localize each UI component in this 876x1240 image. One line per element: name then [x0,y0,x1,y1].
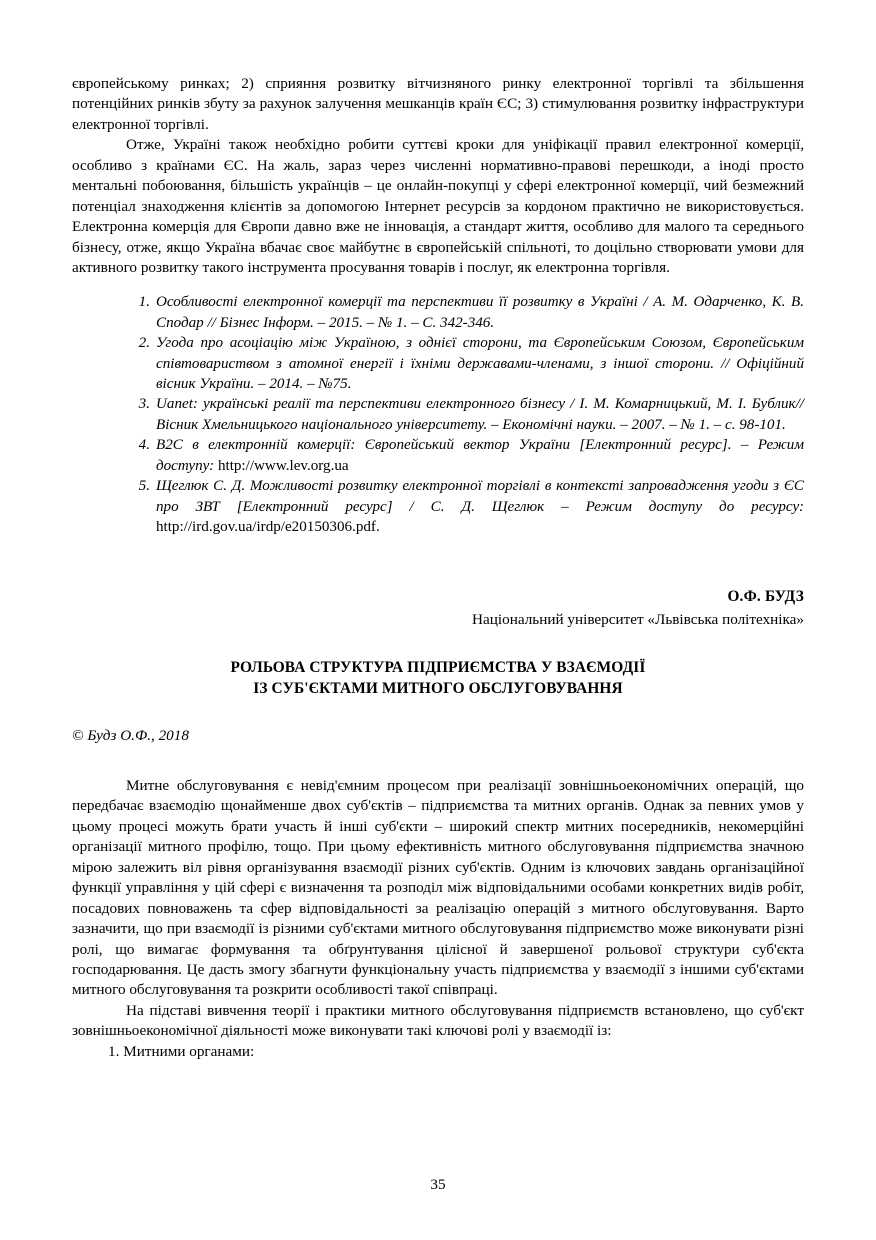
reference-number: 1. [138,294,150,311]
document-body [72,74,804,1062]
list-item [72,476,804,537]
reference-list [72,292,804,537]
article-title-line-2: ІЗ СУБ'ЄКТАМИ МИТНОГО ОБСЛУГОВУВАННЯ [253,679,623,697]
copyright-notice: © Будз О.Ф., 2018 [72,726,189,744]
reference-number: 5. [138,478,150,495]
reference-number: 2. [138,335,150,352]
page-title [72,658,804,700]
page-number: 35 [430,1176,446,1193]
paragraph-unification: Отже, Україні також необхідно робити суттєві кроки для уніфікації правил електронної комерції, особливо з країнами ЄС. На жаль, зараз через численні нормативно-правові перешкоди, а іноді просто ментальні побоювання, більшість українців – це онлайн-покупці у сфері електронної комерції, чий безмежний потенціал знаходження клієнтів за допомогою Інтернет ресурсів за кордоном практично не використовується. Електронна комерція для Європи давно вже не інновація, а стандарт життя, особливо для малого та середнього бізнесу, отже, якщо Україна вбачає своє майбутнє в європейській спільноті, то доцільно створювати умови для активного розвитку такого інструмента просування товарів і послуг, як електронна торгівля. [72,136,804,276]
numbered-item-customs-bodies: 1. Митними органами: [108,1042,255,1060]
author-name: О.Ф. БУДЗ [727,588,804,605]
reference-text: Угода про асоціацію між Україною, з однієї сторони, та Європейським Союзом, Європейським співтовариством з атомної енергії і їхніми державами-членами, з іншої сторони. // Офіційний вісник України. – 2014. – №75. [156,335,804,392]
reference-number: 3. [138,396,150,413]
reference-number: 4. [138,437,150,454]
reference-text: Uanet: українські реалії та перспективи електронного бізнесу / І. М. Комарницький, М. І. Бублик// Вісник Хмельницького національного університету. – Економічні науки. – 2007. – № 1. – с. 98-101. [156,396,804,433]
author-block [72,587,804,630]
reference-url: http://ird.gov.ua/irdp/e20150306.pdf. [156,518,380,535]
reference-url: http://www.lev.org.ua [217,457,349,474]
author-affiliation: Національний університет «Львівська політехніка» [472,610,804,628]
reference-text: Особливості електронної комерції та перспективи її розвитку в Україні / А. М. Одарченко, К. В. Сподар // Бізнес Інформ. – 2015. – № 1. – С. 342-346. [156,294,804,331]
article-title-line-1: РОЛЬОВА СТРУКТУРА ПІДПРИЄМСТВА У ВЗАЄМОДІЇ [230,659,646,676]
paragraph-customs-service: Митне обслуговування є невід'ємним процесом при реалізації зовнішньоекономічних операцій, що передбачає взаємодію щонайменше двох суб'єктів – підприємства та митних органів. Однак за певних умов у цьому процесі можуть брати участь й інші суб'єкти – широкий спектр митних посередників, некомерційні організації митного профілю, тощо. При цьому ефективність митного обслуговування підприємства значною мірою залежить віл рівня організування взаємодії різних суб'єктів. Одним із ключових завдань організаційної функції управління у цій сфері є визначення та розподіл між відповідальними особами конкретних видів робіт, посадових повноважень та сфер відповідальності за реалізацію операцій з митного обслуговування. Варто зазначити, що при взаємодії із різними суб'єктами митного обслуговування підприємство може виконувати різні ролі, що вимагає формування та обґрунтування цілісної й завершеної рольової структури суб'єкта господарювання. Це дасть змогу збагнути функціональну участь підприємства у взаємодії з іншими суб'єктами митного обслуговування та розкрити особливості такої співпраці. [72,777,804,999]
paragraph-key-roles: На підставі вивчення теорії і практики митного обслуговування підприємств встановлено, що суб'єкт зовнішньоекономічної діяльності може виконувати такі ключові ролі у взаємодії із: [72,1001,804,1040]
list-item [72,292,804,332]
reference-text: Щеглюк С. Д. Можливості розвитку електронної торгівлі в контексті запровадження угоди з ЄС про ЗВТ [Електронний ресурс] / С. Д. Щеглюк – Режим доступу до ресурсу: [156,478,804,515]
paragraph-continued: європейському ринках; 2) сприяння розвитку вітчизняного ринку електронної торгівлі та збільшення потенційних ринків збуту за рахунок залучення мешканців країн ЄС; 3) стимулювання розвитку інфраструктури електронної торгівлі. [72,75,804,133]
list-item [72,394,804,434]
list-item [72,333,804,394]
list-item [72,435,804,475]
main-text [72,776,804,1062]
reference-text: B2C в електронній комерції: Європейський вектор України [Електронний ресурс]. – Режим доступу: [156,437,804,474]
